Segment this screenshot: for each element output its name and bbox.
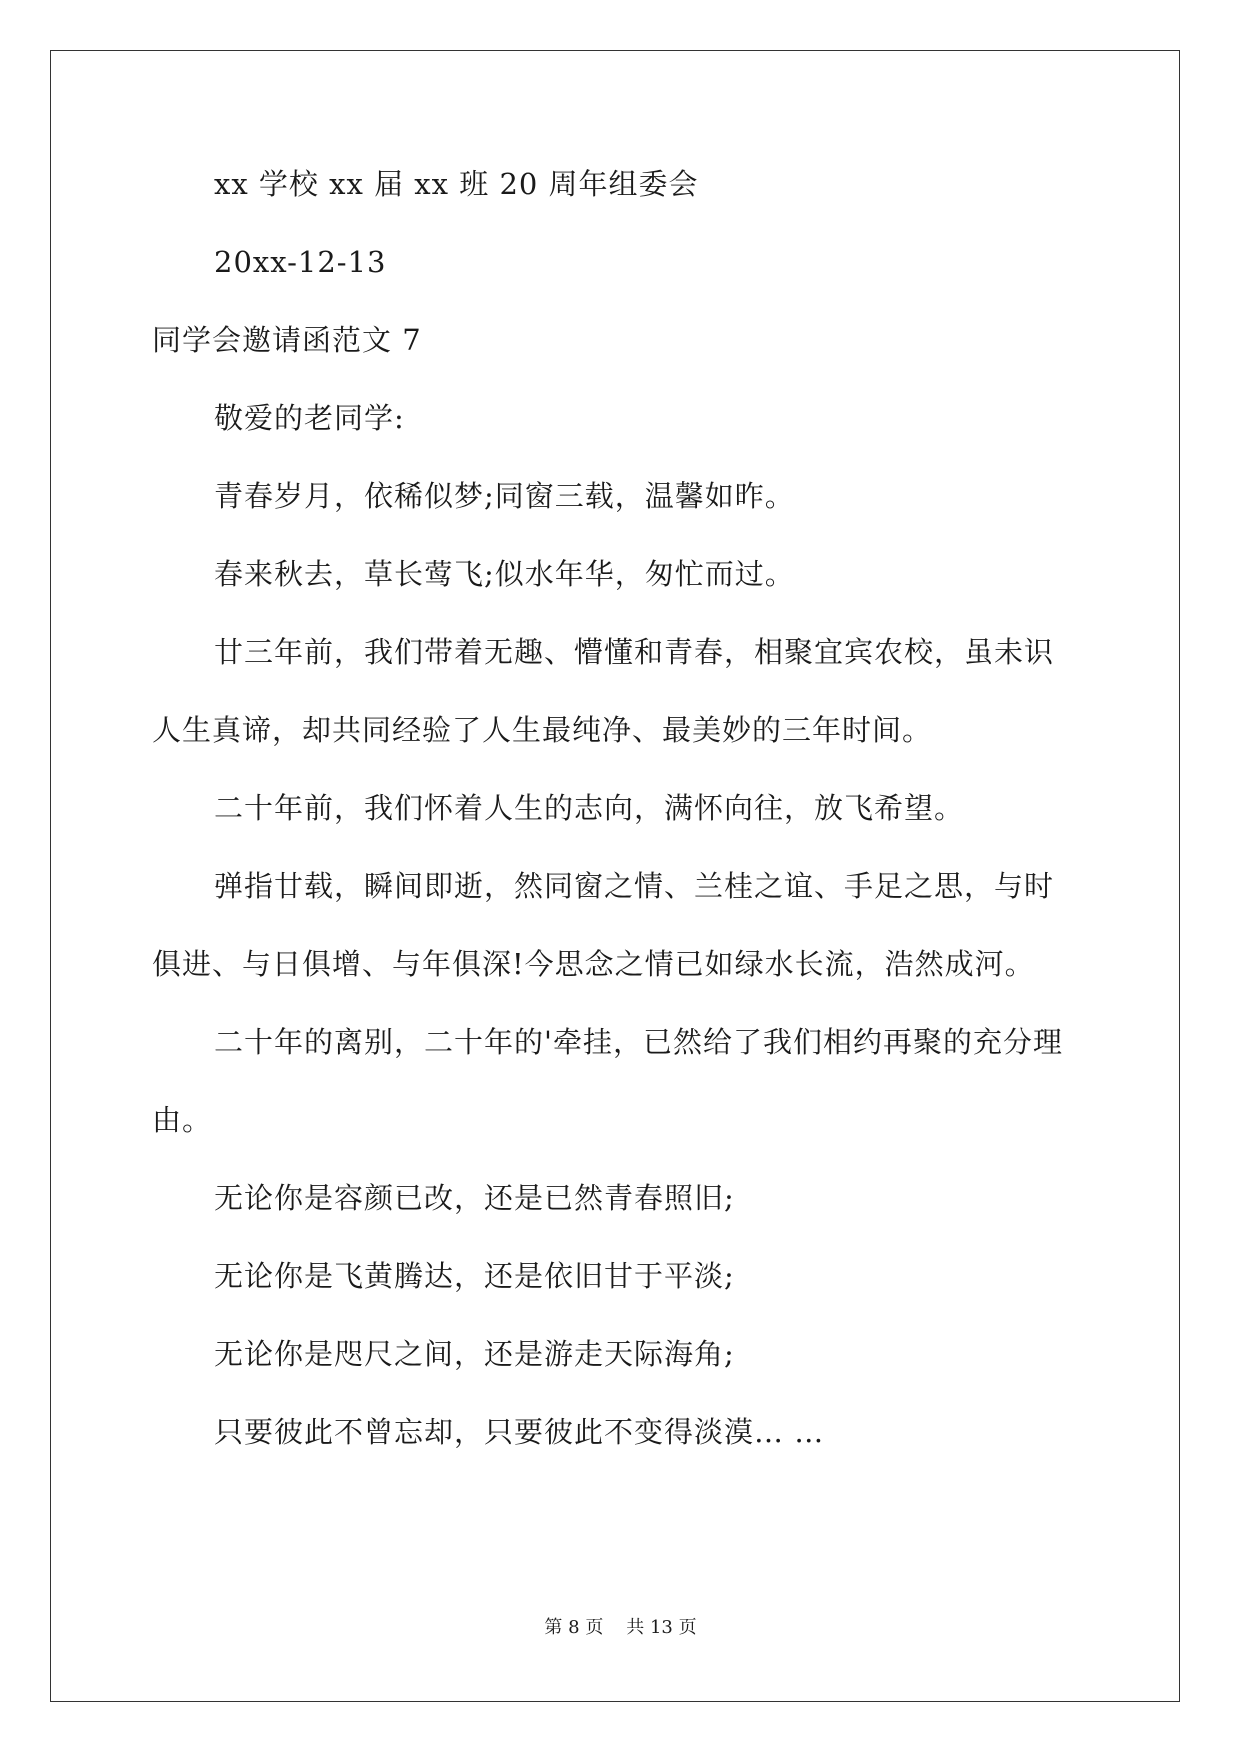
page-total: 共 13 页 — [626, 1617, 697, 1638]
signature-date: 20xx-12-13 — [214, 245, 387, 279]
page-footer — [0, 1616, 1241, 1640]
paragraph-line: 无论你是咫尺之间，还是游走天际海角; — [214, 1337, 735, 1371]
document-body — [152, 162, 1092, 1488]
paragraph-line: 无论你是飞黄腾达，还是依旧甘于平淡; — [214, 1259, 735, 1293]
paragraph-line: 青春岁月，依稀似梦;同窗三载，温馨如昨。 — [214, 479, 795, 513]
paragraph-line: 人生真谛，却共同经验了人生最纯净、最美妙的三年时间。 — [152, 713, 933, 747]
paragraph-line: 无论你是容颜已改，还是已然青春照旧; — [214, 1181, 735, 1215]
paragraph-line: 二十年前，我们怀着人生的志向，满怀向往，放飞希望。 — [214, 791, 965, 825]
committee-signature: xx 学校 xx 届 xx 班 20 周年组委会 — [214, 167, 699, 201]
paragraph-line: 由。 — [152, 1103, 213, 1137]
page-number: 第 8 页 — [544, 1617, 604, 1638]
paragraph-line: 春来秋去，草长莺飞;似水年华，匆忙而过。 — [214, 557, 795, 591]
salutation: 敬爱的老同学: — [214, 401, 405, 435]
paragraph-line: 廿三年前，我们带着无趣、懵懂和青春，相聚宜宾农校，虽未识 — [214, 635, 1055, 669]
paragraph-line: 俱进、与日俱增、与年俱深!今思念之情已如绿水长流，浩然成河。 — [152, 947, 1035, 981]
paragraph-line: 二十年的离别，二十年的'牵挂，已然给了我们相约再聚的充分理 — [214, 1025, 1063, 1059]
paragraph-line: 只要彼此不曾忘却，只要彼此不变得淡漠… … — [214, 1415, 825, 1449]
section-title: 同学会邀请函范文 7 — [152, 323, 422, 357]
paragraph-line: 弹指廿载，瞬间即逝，然同窗之情、兰桂之谊、手足之思，与时 — [214, 869, 1055, 903]
